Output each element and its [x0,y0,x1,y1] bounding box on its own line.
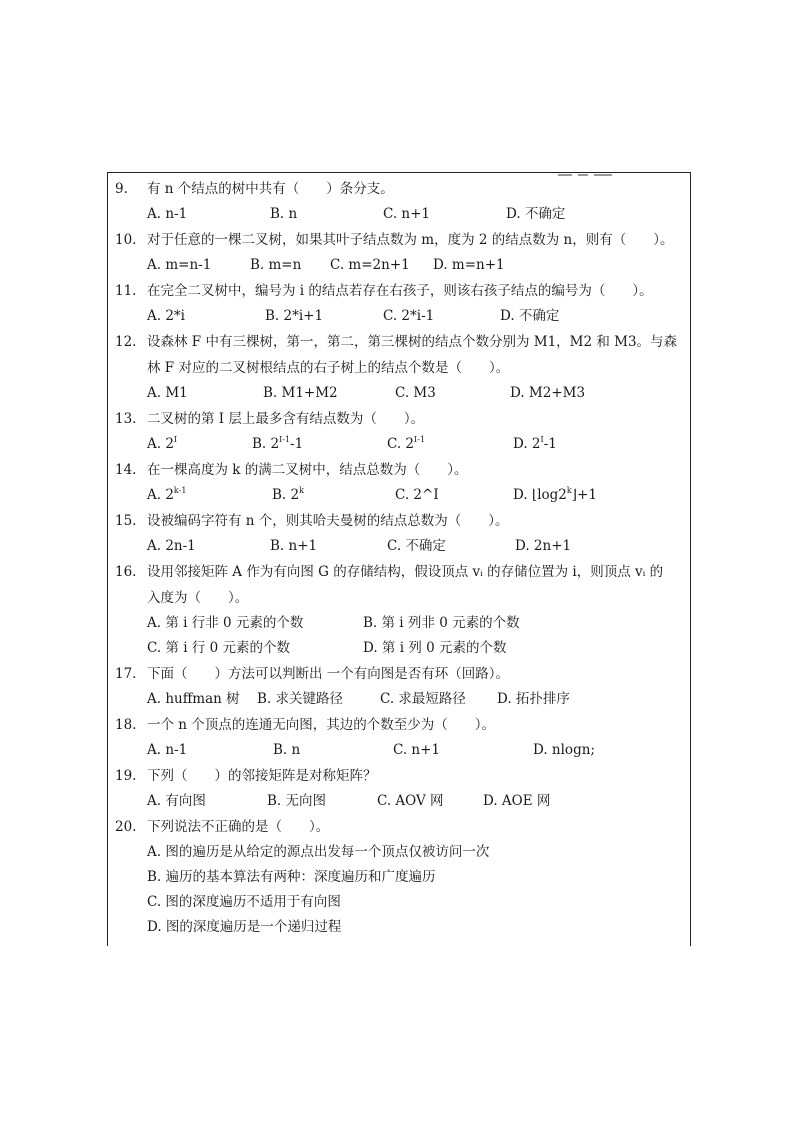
question-number: 9. [115,181,128,197]
question-number: 20. [115,819,137,835]
question-stem [115,814,693,840]
option-a: A. M1 [147,385,188,401]
question-stem [115,457,693,483]
question-stem [115,661,693,687]
option-c [387,432,425,457]
question-number: 15. [115,513,137,529]
option-base: B. 2 [252,436,280,452]
question-text: 下面（ ）方法可以判断出 一个有向图是否有环（回路）。 [147,666,510,682]
option-a: A. 有向图 [147,793,206,809]
question-number: 13. [115,411,137,427]
option-a: A. m=n-1 [147,257,212,273]
option-b: B. 2*i+1 [265,308,324,324]
option-b: B. m=n [250,257,302,273]
question-number: 19. [115,768,137,784]
question-stem [115,559,693,585]
question-number: 17. [115,666,137,682]
option-d [513,432,557,457]
question-stem [115,278,693,304]
option-row [115,611,693,636]
question-text: 对于任意的一棵二叉树，如果其叶子结点数为 m，度为 2 的结点数为 n，则有（ ）。 [147,232,674,248]
option-b: B. 第 i 列非 0 元素的个数 [363,615,520,631]
option-exponent: k [566,486,572,495]
question-number: 14. [115,462,137,478]
option-exponent: I-1 [414,435,425,444]
question-stem [115,176,693,202]
option-c: C. 求最短路径 [380,691,466,707]
question-text: 在完全二叉树中，编号为 i 的结点若存在右孩子，则该右孩子结点的编号为（ ）。 [147,283,653,299]
question-number: 12. [115,334,137,350]
option-base: D. ⌊log2 [513,487,567,503]
option-d [513,483,597,508]
question-stem [115,763,693,789]
option-d: D. 第 i 列 0 元素的个数 [363,640,507,656]
question-stem [115,406,693,432]
option-c: C. AOV 网 [377,793,444,809]
question-stem [115,712,693,738]
question-number: 10. [115,232,137,248]
option-b: B. n [270,206,298,222]
option-c: C. 2^I [395,487,439,503]
option-c: C. M3 [395,385,436,401]
option-c: C. n+1 [393,742,441,758]
option-a: A. n-1 [147,206,188,222]
option-c: C. 2*i-1 [383,308,435,324]
question-text-continued: 林 F 对应的二叉树根结点的右子树上的结点个数是（ ）。 [147,360,510,376]
option-d: D. m=n+1 [433,257,505,273]
option-a: A. 图的遍历是从给定的源点出发每一个顶点仅被访问一次 [147,844,490,860]
option-d: D. M2+M3 [510,385,586,401]
option-row [115,304,693,329]
question-stem [115,227,693,253]
question-text: 设用邻接矩阵 A 作为有向图 G 的存储结构，假设顶点 vᵢ 的存储位置为 i，则顶点 vᵢ 的 [147,564,664,580]
option-exponent: I [173,435,178,444]
option-a: A. 2*i [147,308,185,324]
question-stem [115,329,693,355]
option-d: D. 2n+1 [515,538,572,554]
option-row [115,483,693,508]
question-text: 设森林 F 中有三棵树，第一，第二，第三棵树的结点个数分别为 M1，M2 和 M3。与森 [147,334,678,350]
option-tail: ⌋+1 [571,487,597,503]
question-text: 一个 n 个顶点的连通无向图，其边的个数至少为（ ）。 [147,717,496,733]
option-base: B. 2 [272,487,300,503]
option-row [115,202,693,227]
option-a [147,483,186,508]
option-d: D. 不确定 [506,206,566,222]
question-text: 下列（ ）的邻接矩阵是对称矩阵？ [147,768,377,784]
option-base: A. 2 [147,487,174,503]
option-b: B. n+1 [270,538,318,554]
option-d: D. nlogn; [533,742,595,758]
option-b [252,432,303,457]
option-exponent: k [299,486,304,495]
question-text: 二叉树的第 I 层上最多含有结点数为（ ）。 [147,411,425,427]
option-exponent: I [540,435,544,444]
option-d: D. 拓扑排序 [497,691,570,707]
option-exponent: I-1 [279,435,291,444]
option-row [115,432,693,457]
question-stem [115,508,693,534]
option-c: C. 图的深度遍历不适用于有向图 [147,894,341,910]
option-d: D. 图的深度遍历是一个递归过程 [147,919,342,935]
option-a: A. 第 i 行非 0 元素的个数 [147,615,304,631]
option-a: A. 2n-1 [147,538,196,554]
option-a [147,432,177,457]
option-row [115,636,693,661]
option-row [115,687,693,712]
option-tail: -1 [290,436,304,452]
option-c: C. 不确定 [387,538,446,554]
question-text: 设被编码字符有 n 个，则其哈夫曼树的结点总数为（ ）。 [147,513,509,529]
option-b [272,483,304,508]
option-b: B. 遍历的基本算法有两种：深度遍历和广度遍历 [147,869,436,885]
question-text-continued: 入度为（ ）。 [147,590,249,606]
option-c: C. n+1 [383,206,431,222]
question-list [115,176,693,940]
option-row [115,534,693,559]
option-a: A. n-1 [147,742,188,758]
option-b: B. 无向图 [267,793,327,809]
question-number: 16. [115,564,137,580]
option-exponent: k-1 [173,486,187,495]
option-b: B. 求关键路径 [257,691,344,707]
option-b: B. M1+M2 [263,385,338,401]
question-number: 18. [115,717,137,733]
option-row [115,789,693,814]
question-text: 在一棵高度为 k 的满二叉树中，结点总数为（ ）。 [147,462,468,478]
option-base: D. 2 [513,436,541,452]
option-tail: -1 [543,436,557,452]
option-d: D. 不确定 [500,308,560,324]
option-c: C. m=2n+1 [330,257,410,273]
question-number: 11. [115,283,137,299]
option-row [115,253,693,278]
question-text: 下列说法不正确的是（ ）。 [147,819,330,835]
option-d: D. AOE 网 [483,793,551,809]
option-row [115,738,693,763]
option-a: A. huffman 树 [147,691,240,707]
question-text: 有 n 个结点的树中共有（ ）条分支。 [147,181,394,197]
option-row [115,381,693,406]
option-c: C. 第 i 行 0 元素的个数 [147,640,291,656]
option-base: A. 2 [147,436,174,452]
option-base: C. 2 [387,436,415,452]
option-b: B. n [273,742,301,758]
